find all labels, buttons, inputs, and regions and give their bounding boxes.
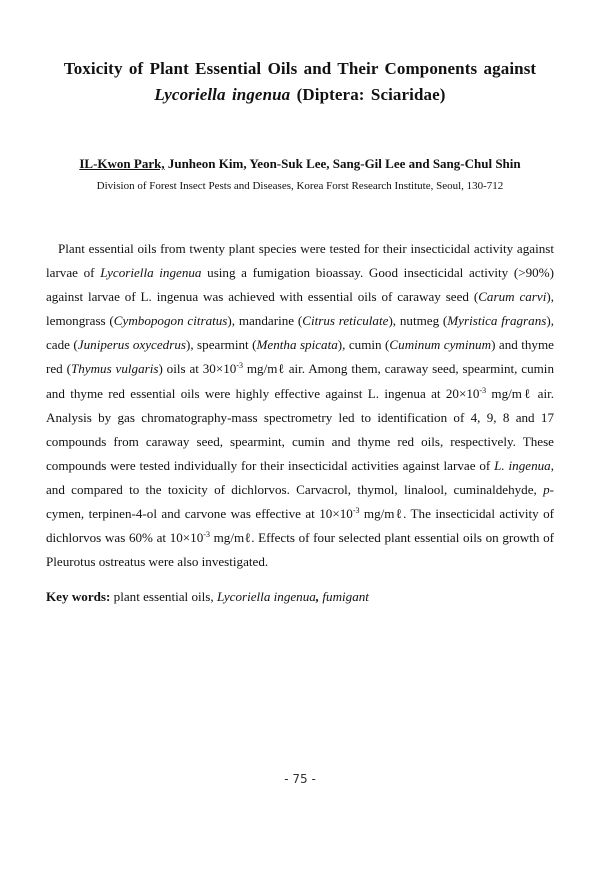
species-name: Carum carvi bbox=[478, 289, 547, 305]
abstract-text: ), lemongrass ( bbox=[46, 289, 554, 329]
abstract-text: ), spearmint ( bbox=[185, 337, 257, 353]
abstract-text: mg/mℓ. Effects of four selected plant essential oils on growth of Pleurotus ostreatus were also investigated. bbox=[46, 530, 554, 570]
title-order: (Diptera: Sciaridae) bbox=[290, 85, 446, 104]
abstract-text: -cymen, terpinen-4-ol and carvone was effective at 10×10 bbox=[46, 481, 554, 522]
first-author: IL-Kwon Park, bbox=[79, 156, 165, 171]
exponent: -3 bbox=[236, 361, 243, 371]
species-name: Thymus vulgaris bbox=[70, 361, 159, 377]
abstract-text: ), cumin ( bbox=[337, 337, 390, 353]
keywords-line bbox=[46, 588, 554, 606]
title-line-2 bbox=[40, 82, 560, 108]
italic-prefix: p bbox=[543, 481, 550, 497]
species-name: Myristica fragrans bbox=[447, 313, 547, 329]
page-number: - 75 - bbox=[284, 772, 316, 786]
species-name: Juniperus oxycedrus bbox=[77, 337, 186, 353]
abstract-text: ) and thyme red ( bbox=[46, 337, 554, 377]
abstract-text: ), cade ( bbox=[46, 313, 554, 353]
keyword-text: plant essential oils, bbox=[110, 589, 217, 604]
affiliation: Division of Forest Insect Pests and Diseases, Korea Forst Research Institute, Seoul, 130-712 bbox=[96, 180, 504, 192]
abstract-text: , and compared to the toxicity of dichlorvos. Carvacrol, thymol, linalool, cuminaldehyde, bbox=[46, 457, 554, 497]
species-name: Mentha spicata bbox=[256, 337, 338, 353]
abstract-text: using a fumigation bioassay. Good insecticidal activity (>90%) against larvae of L. ingenua was achieved with essential oils of caraway seed ( bbox=[46, 265, 554, 305]
species-name: Cuminum cyminum bbox=[389, 337, 492, 353]
exponent: -3 bbox=[203, 530, 210, 540]
title-species: Lycoriella ingenua bbox=[154, 85, 291, 104]
exponent: -3 bbox=[479, 385, 487, 395]
title-line-1: Toxicity of Plant Essential Oils and Their Components against bbox=[63, 59, 537, 78]
co-authors: Junheon Kim, Yeon-Suk Lee, Sang-Gil Lee and Sang-Chul Shin bbox=[164, 156, 521, 171]
abstract-text: ), mandarine ( bbox=[227, 313, 303, 329]
species-name: Citrus reticulate bbox=[302, 313, 389, 329]
keyword-separator: , bbox=[315, 589, 320, 604]
abstract-text: mg/mℓ air. Analysis by gas chromatography-mass spectrometry led to identification of 4, 9, 8 and 17 compounds from caraway seed, spearmint, cumin and thyme red oils, respectively. These compounds were tested individually for their insecticidal activities against larvae of bbox=[46, 385, 554, 473]
exponent: -3 bbox=[352, 506, 360, 516]
abstract-text: mg/mℓ. The insecticidal activity of dichlorvos was 60% at 10×10 bbox=[46, 506, 554, 546]
abstract-text: mg/mℓ air. Among them, caraway seed, spearmint, cumin and thyme red essential oils were highly effective against L. ingenua at 20×10 bbox=[46, 361, 554, 401]
abstract-text: ) oils at 30×10 bbox=[158, 361, 237, 377]
species-name: L. ingenua bbox=[494, 457, 551, 473]
keywords-label: Key words: bbox=[46, 589, 111, 604]
abstract-paragraph bbox=[46, 237, 554, 574]
species-name: Lycoriella ingenua bbox=[100, 265, 202, 281]
keyword-text: fumigant bbox=[319, 589, 369, 604]
species-name: Cymbopogon citratus bbox=[113, 313, 228, 329]
keyword-species: Lycoriella ingenua bbox=[216, 589, 316, 604]
paper-title bbox=[40, 56, 560, 108]
author-list bbox=[40, 156, 560, 172]
abstract-text: ), nutmeg ( bbox=[388, 313, 448, 329]
abstract-text: Plant essential oils from twenty plant species were tested for their insecticidal activity against larvae of bbox=[46, 241, 554, 281]
